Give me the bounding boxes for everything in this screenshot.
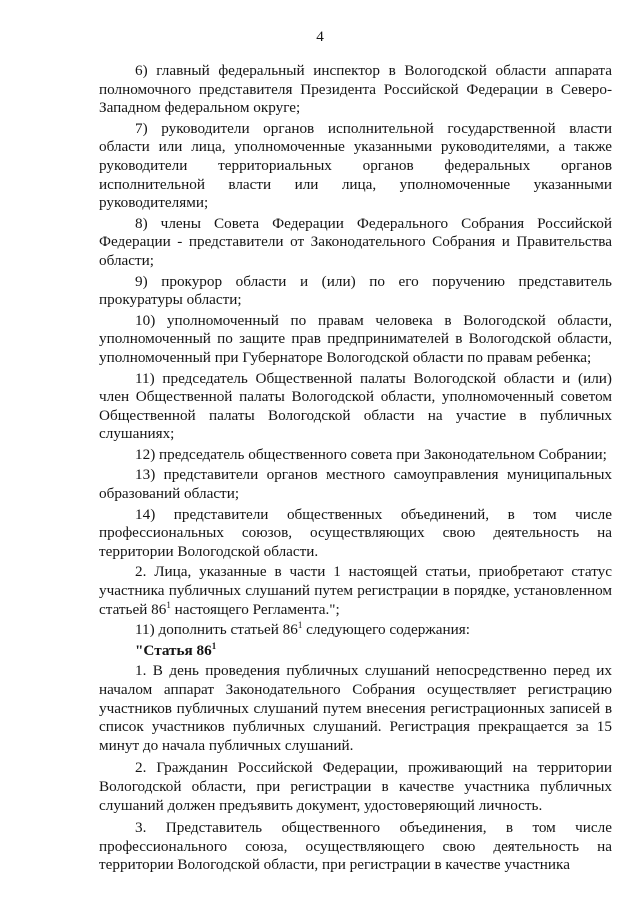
list-item: 11) председатель Общественной палаты Вологодской области и (или) член Общественной палаты Вологодской области, уполномоченный советом Общественной палаты Вологодской области на участие в публичных слушаниях; [99,369,612,443]
article-paragraph: 3. Представитель общественного объединения, в том числе профессионального союза, осуществляющего свою деятельность на территории Вологодской области, при регистрации в качестве участника [99,819,612,874]
list-item: 9) прокурор области и (или) по его поручению представитель прокуратуры области; [99,272,612,309]
list-item: 6) главный федеральный инспектор в Вологодской области аппарата полномочного представителя Президента Российской Федерации в Северо-Западном федеральном округе; [99,62,612,117]
list-item: 8) члены Совета Федерации Федерального Собрания Российской Федерации - представители от Законодательного Собрания и Правительства области; [99,214,612,269]
list-item: 7) руководители органов исполнительной государственной власти области или лица, уполномоченные указанными руководителями, а также руководители территориальных органов федеральных органов исполнительной власти или лица, уполномоченные указанными руководителями; [99,119,612,212]
list-item: 13) представители органов местного самоуправления муниципальных образований области; [99,466,612,503]
part-2-paragraph [99,563,612,619]
article-title [99,642,612,661]
part-2-text: 2. Лица, указанные в части 1 настоящей статьи, приобретают статус участника публичных слушаний путем регистрации в порядке, установленном статьей 86 [99,563,612,618]
page-number: 4 [316,28,324,45]
amendment-11 [99,621,612,640]
list-item: 10) уполномоченный по правам человека в Вологодской области, уполномоченный по защите прав предпринимателей в Вологодской области, уполномоченный при Губернаторе Вологодской области по правам ребенка; [99,311,612,366]
amendment-11-text: 11) дополнить статьей 86 [135,621,298,639]
document-body [99,62,612,879]
article-paragraph: 2. Гражданин Российской Федерации, проживающий на территории Вологодской области, при регистрации в качестве участника публичных слушаний должен предъявить документ, удостоверяющий личность. [99,759,612,814]
superscript: 1 [166,599,171,610]
article-title-text: "Статья 86 [135,641,212,659]
article-paragraph: 1. В день проведения публичных слушаний непосредственно перед их началом аппарат Законодательного Собрания осуществляет регистрацию участников публичных слушаний путем внесения регистрационных записей в список участников публичных слушаний. Регистрация прекращается за 15 минут до начала публичных слушаний. [99,662,612,754]
part-2-text-end: настоящего Регламента."; [170,600,340,618]
superscript: 1 [211,640,217,651]
list-item: 14) представители общественных объединений, в том числе профессиональных союзов, осуществляющих свою деятельность на территории Вологодской области. [99,505,612,560]
superscript: 1 [297,620,303,631]
list-item: 12) председатель общественного совета при Законодательном Собрании; [135,445,607,463]
amendment-11-text-end: следующего содержания: [302,621,470,639]
